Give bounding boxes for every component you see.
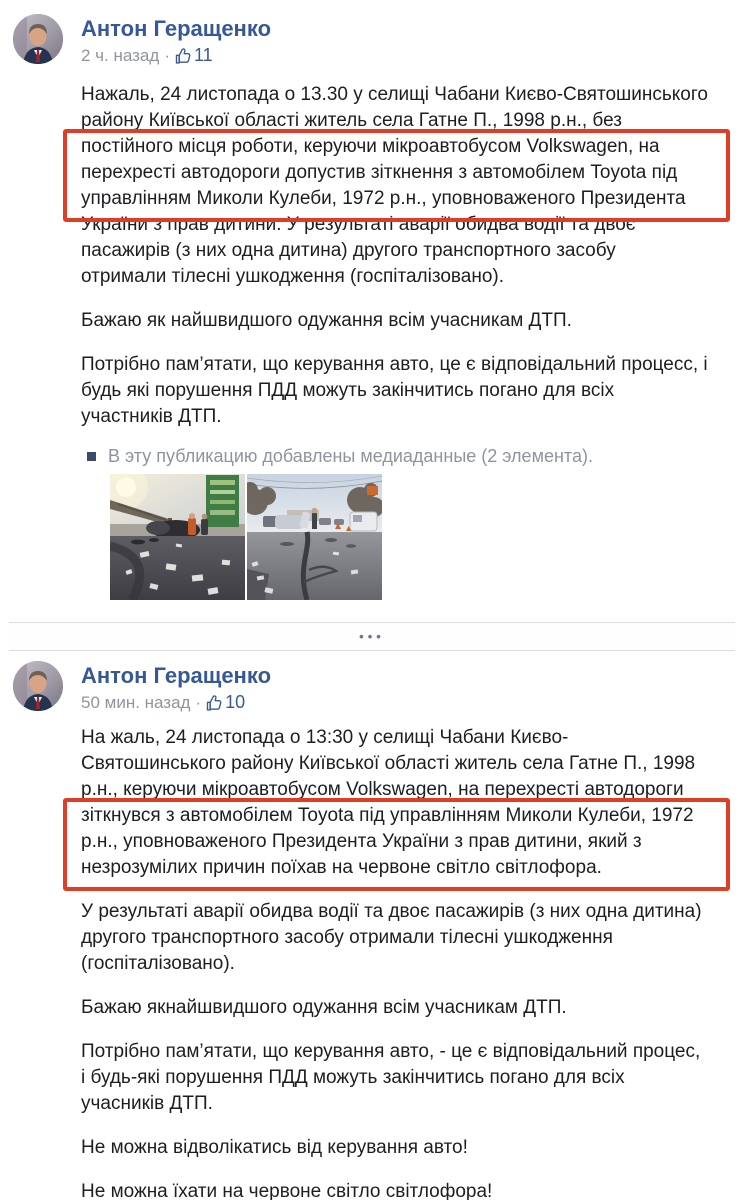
feed-separator xyxy=(9,622,735,651)
timestamp[interactable]: 2 ч. назад xyxy=(81,45,160,65)
post-paragraph: Нажаль, 24 листопада о 13.30 у селищі Чабани Києво-Святошинського району Київської області житель села Гатне П., 1998 р.н., без постійного місця роботи, керуючи мікроавтобусом Volkswagen, на перехресті автодороги допустив зіткнення з автомобілем Toyota під управлінням Миколи Кулеби, 1972 р.н., уповноваженого Президента України з прав дитини. У результаті аварії обидва водії та двоє пасажирів (з них одна дитина) другого транспортного засобу отримали тілесні ушкодження (госпіталізовано). xyxy=(81,82,721,290)
annotation-highlight-box xyxy=(63,798,730,891)
post-paragraph: У результаті аварії обидва водії та двоє пасажирів (з них одна дитина) другого транспортного засобу отримали тілесні ушкодження (госпіталізовано). xyxy=(81,901,702,974)
post-paragraph: Бажаю якнайшвидшого одужання всім учасникам ДТП. xyxy=(81,997,567,1018)
post-paragraph: На жаль, 24 листопада о 13:30 у селищі Чабани Києво- Святошинського району Київської області житель села Гатне П., 1998 р.н., керуючи мікроавтобусом Volkswagen, на перехресті автодороги зіткнувся з автомобілем Toyota під управлінням Миколи Кулеби, 1972 р.н., уповноваженого Президента України з прав дитини, який з незрозумілих причин поїхав на червоне світло світлофора. xyxy=(81,725,721,881)
meta-dot: · xyxy=(164,45,170,65)
post-1-meta xyxy=(81,14,271,66)
avatar-portrait-icon xyxy=(13,14,63,64)
post-2-header xyxy=(13,661,719,713)
post-paragraph: Не можна відволікатись від керування авто! xyxy=(81,1137,468,1158)
thumbs-up-icon xyxy=(175,48,192,65)
annotation-highlight-box xyxy=(63,129,730,222)
avatar-portrait-icon xyxy=(13,661,63,711)
post-1-body xyxy=(81,82,721,430)
post-2 xyxy=(0,651,744,1200)
post-paragraph: Потрібно пам’ятати, що керування авто, - це є відповідальний процес, і будь-які порушення ПДД можуть закінчитись погано для всіх учасників ДТП. xyxy=(81,1041,701,1114)
meta-dot: · xyxy=(195,692,202,712)
media-attachment-note xyxy=(87,444,719,468)
like-count[interactable] xyxy=(175,45,213,66)
like-count[interactable] xyxy=(206,692,245,713)
post-2-body xyxy=(81,725,721,1200)
author-name[interactable]: Антон Геращенко xyxy=(81,16,272,41)
post-paragraph: Не можна їхати на червоне світло світлофора! xyxy=(81,1181,493,1200)
author-name[interactable]: Антон Геращенко xyxy=(81,663,272,688)
thumbs-up-icon xyxy=(206,695,223,712)
media-note-text: В эту публикацию добавлены медиаданные (2 элемента). xyxy=(108,446,593,466)
post-1-photos xyxy=(110,474,719,600)
post-paragraph: Потрібно пам’ятати, що керування авто, це є відповідальний процесс, і будь які порушення ПДД можуть закінчитись погано для всіх участників ДТП. xyxy=(81,354,708,427)
like-number: 11 xyxy=(193,45,213,65)
media-bullet-icon xyxy=(87,452,96,461)
timestamp[interactable]: 50 мин. назад xyxy=(81,692,191,712)
author-avatar[interactable] xyxy=(13,661,63,711)
like-number: 10 xyxy=(225,692,246,712)
accident-scene-photo-1[interactable] xyxy=(110,474,245,600)
post-2-meta xyxy=(81,661,271,713)
accident-scene-photo-2[interactable] xyxy=(247,474,382,600)
post-1-header xyxy=(13,14,719,66)
post-paragraph: Бажаю як найшвидшого одужання всім учасникам ДТП. xyxy=(81,310,572,331)
author-avatar[interactable] xyxy=(13,14,63,64)
ellipsis-indicator: ••• xyxy=(359,629,385,644)
